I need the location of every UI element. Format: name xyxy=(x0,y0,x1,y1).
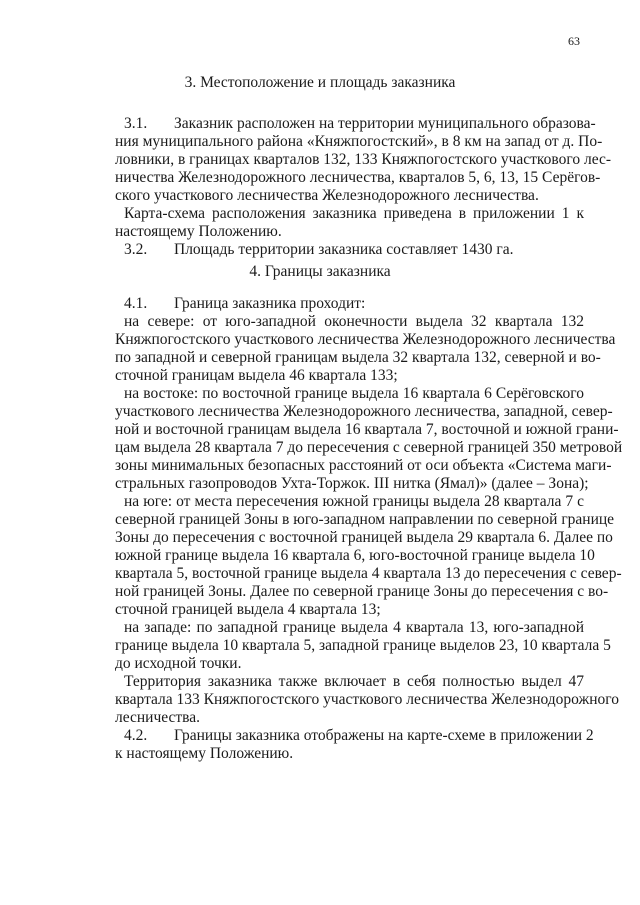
south-boundary-line: на юге: от места пересечения южной границы выдела 28 квартала 7 с xyxy=(124,493,584,510)
section-3-heading: 3. Местоположение и площадь заказника xyxy=(184,74,456,91)
west-boundary-line: границе выдела 10 квартала 5, западной границе выделов 23, 10 квартала 5 xyxy=(115,637,611,654)
paragraph-3-1-line: ловники, в границах кварталов 132, 133 Княжпогостского участкового лес- xyxy=(115,151,611,168)
west-boundary-line: до исходной точки. xyxy=(115,655,242,672)
paragraph-number: 3.1. xyxy=(124,115,148,132)
south-boundary-line: квартала 5, восточной границе выдела 4 квартала 13 до пересечения с север- xyxy=(115,565,622,582)
territory-line: Территория заказника также включает в себя полностью выдел 47 xyxy=(124,673,584,690)
south-boundary-line: сточной границей выдела 4 квартала 13; xyxy=(115,601,381,618)
south-boundary-line: ной границей Зоны. Далее по северной границе Зоны до пересечения с во- xyxy=(115,583,609,600)
east-boundary-line: участкового лесничества Железнодорожного лесничества, западной, север- xyxy=(115,403,613,420)
paragraph-3-1-line: ничества Железнодорожного лесничества, кварталов 5, 6, 13, 15 Серёгов- xyxy=(115,169,601,186)
paragraph-number: 3.2. xyxy=(124,241,148,258)
south-boundary-line: северной границей Зоны в юго-западном направлении по северной границе xyxy=(115,511,615,528)
paragraph-text: Площадь территории заказника составляет 1430 га. xyxy=(174,241,514,258)
map-reference-line: Карта-схема расположения заказника приведена в приложении 1 к xyxy=(124,205,584,222)
paragraph-3-2-line xyxy=(124,241,513,259)
south-boundary-line: Зоны до пересечения с восточной границей выдела 29 квартала 6. Далее по xyxy=(115,529,613,546)
paragraph-text: Заказник расположен на территории муниципального образова- xyxy=(174,115,596,132)
paragraph-number: 4.2. xyxy=(124,727,148,744)
paragraph-text: Границы заказника отображены на карте-схеме в приложении 2 xyxy=(174,727,594,744)
east-boundary-line: на востоке: по восточной границе выдела 16 квартала 6 Серёговского xyxy=(124,385,584,402)
page-number: 63 xyxy=(568,34,580,48)
section-4-heading: 4. Границы заказника xyxy=(249,263,391,280)
north-boundary-line: Княжпогостского участкового лесничества Железнодорожного лесничества xyxy=(115,331,616,348)
map-reference-line: настоящему Положению. xyxy=(115,223,282,240)
east-boundary-line: стральных газопроводов Ухта-Торжок. III нитка (Ямал)» (далее – Зона); xyxy=(115,475,589,492)
paragraph-4-1-line xyxy=(124,295,365,313)
paragraph-4-2-line xyxy=(124,727,594,745)
north-boundary-line: на севере: от юго-западной оконечности выдела 32 квартала 132 xyxy=(124,313,584,330)
west-boundary-line: на западе: по западной границе выдела 4 квартала 13, юго-западной xyxy=(124,619,584,636)
south-boundary-line: южной границе выдела 16 квартала 6, юго-восточной границе выдела 10 xyxy=(115,547,595,564)
paragraph-4-2-line: к настоящему Положению. xyxy=(115,745,294,762)
paragraph-text: Граница заказника проходит: xyxy=(174,295,366,312)
paragraph-number: 4.1. xyxy=(124,295,148,312)
north-boundary-line: по западной и северной границам выдела 32 квартала 132, северной и во- xyxy=(115,349,601,366)
paragraph-3-1-line: ния муниципального района «Княжпогостский», в 8 км на запад от д. По- xyxy=(115,133,603,150)
paragraph-3-1-line xyxy=(124,115,596,133)
territory-line: квартала 133 Княжпогостского участкового лесничества Железнодорожного xyxy=(115,691,620,708)
east-boundary-line: цам выдела 28 квартала 7 до пересечения с северной границей 350 метровой xyxy=(115,439,623,456)
territory-line: лесничества. xyxy=(115,709,201,726)
paragraph-3-1-line: ского участкового лесничества Железнодорожного лесничества. xyxy=(115,187,539,204)
east-boundary-line: ной и восточной границам выдела 16 квартала 7, восточной и южной грани- xyxy=(115,421,619,438)
east-boundary-line: зоны минимальных безопасных расстояний от оси объекта «Система маги- xyxy=(115,457,612,474)
north-boundary-line: сточной границам выдела 46 квартала 133; xyxy=(115,367,398,384)
